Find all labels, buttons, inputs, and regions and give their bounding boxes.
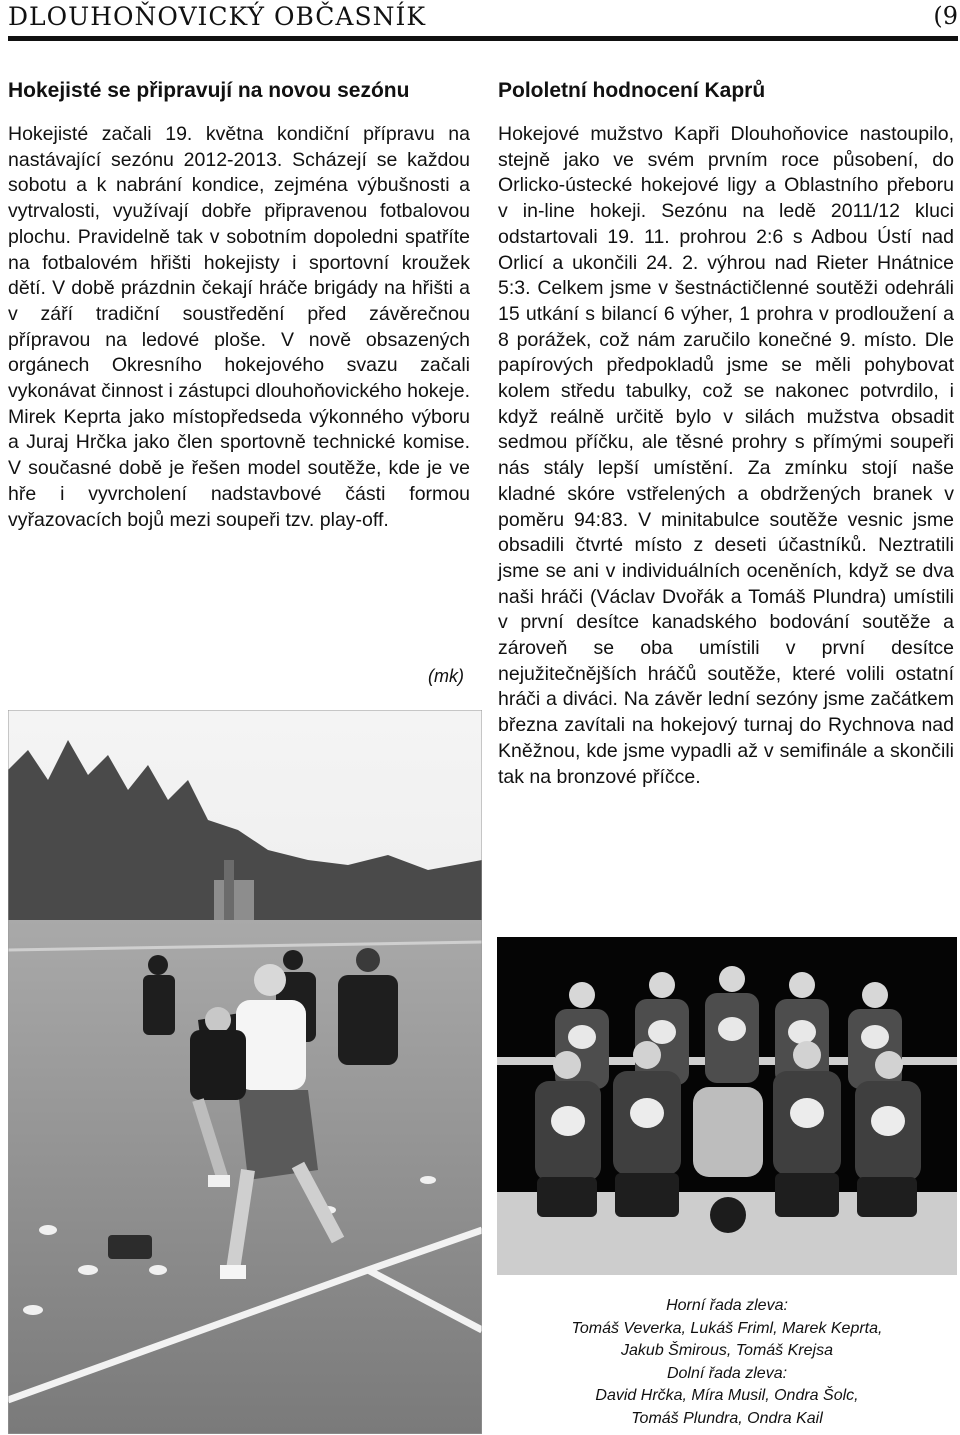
training-photo (8, 710, 482, 1434)
caption-line: Jakub Šmirous, Tomáš Krejsa (621, 1342, 833, 1359)
masthead (8, 0, 958, 36)
header-rule (8, 36, 958, 41)
left-article-headline: Hokejisté se připravují na novou sezónu (8, 79, 410, 102)
author-signature: (mk) (428, 666, 464, 686)
team-photo (497, 937, 957, 1275)
right-article-headline: Pololetní hodnocení Kaprů (498, 79, 766, 102)
right-article-body: Hokejové mužstvo Kapři Dlouhoňovice nastoupilo, stejně jako ve svém prvním roce působení, do Orlicko-ústecké hokejové ligy a Oblastního přeboru v in-line hokeji. Sezónu na ledě 2011/12 kluci odstartovali 19. 11. prohrou 2:6 s Adbou Ústí nad Orlicí a ukončili 24. 2. výhrou nad Rieter Hnátnice 5:3. Celkem jsme v šestnáctičlenné soutěži odehráli 15 utkání s bilancí 6 výher, 1 prohra v prodloužení a 8 porážek, což nám zaručilo konečné 9. místo. Dle papírových předpokladů jsme se měli pohybovat kolem středu tabulky, což se nakonec potvrdilo, i když reálně určitě bylo v silách mužstva obsadit sedmou příčku, ale těsné prohry s přímými soupeři nás stály lepší umístění. Za zmínku stojí naše kladné skóre vstřelených a obdržených branek v poměru 94:83. V minitabulce soutěže vesnic jsme obsadili čtvrté místo z deseti účastníků. Neztratili jsme se ani v individuálních oceněních, když se dva naši hráči (Václav Dvořák a Tomáš Plundra) umístili v první desítce kanadského bodování soutěže a zároveň se oba umístili v první desítce nejužitečnějších hráčů soutěže, které volili ostatní hráči a diváci. Na závěr lední sezóny jsme začátkem března zavítali na hokejový turnaj do Rychnova nad Kněžnou, kde jsme vypadli až v semifinále a skončili tak na bronzové příčce. (498, 123, 954, 788)
caption-line: Horní řada zleva: (666, 1297, 788, 1314)
page-number: (9 (933, 2, 958, 30)
right-article (498, 78, 954, 790)
team-photo-caption (497, 1295, 957, 1430)
caption-line: Tomáš Plundra, Ondra Kail (631, 1409, 823, 1427)
left-article-body: Hokejisté začali 19. května kondiční přípravu na nastávající sezónu 2012-2013. Scházejí se každou sobotu a k nabrání kondice, zejména výbušnosti a vytrvalosti, využívají dobře připravenou fotbalovou plochu. Pravidelně tak v sobotním dopoledni spatříte na fotbalovém hřišti hokejisty i sportovní kroužek dětí. V době prázdnin čekají hráče brigády na hřišti a v září tradiční soustředění před závěrečnou přípravou na ledové ploše. V nově obsazených orgánech Okresního hokejového svazu začali vykonávat činnost i zástupci dlouhoňovického hokeje. Mirek Keprta jako místopředseda výkonného výboru a Juraj Hrčka jako člen sportovně technické komise. V současné době je řešen model soutěže, kde je ve hře i vyvrcholení nadstavbové části formou vyřazovacích bojů mezi soupeři tzv. play-off. (8, 123, 470, 531)
masthead-title: DLOUHOŇOVICKÝ OBČASNÍK (8, 2, 427, 31)
left-article (8, 78, 470, 533)
caption-line: Dolní řada zleva: (666, 1364, 788, 1382)
caption-line: Tomáš Veverka, Lukáš Friml, Marek Keprta, (571, 1319, 883, 1337)
caption-line: David Hrčka, Míra Musil, Ondra Šolc, (595, 1387, 859, 1404)
